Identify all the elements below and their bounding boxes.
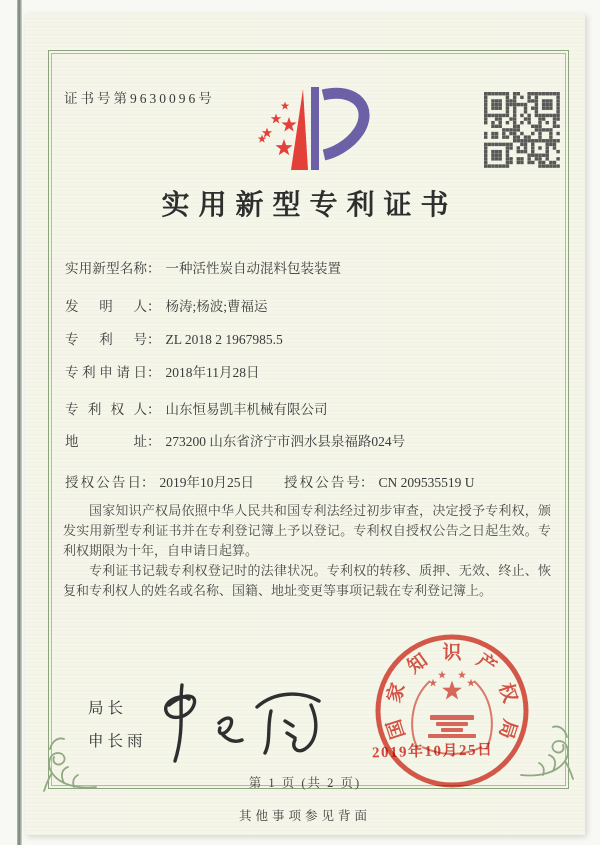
grant-date-value: 2019年10月25日 — [159, 475, 254, 490]
field-label: 实用新型名称 — [65, 261, 147, 276]
field-label: 发明人 — [65, 299, 147, 314]
certificate-number: 证书号第9630096号 — [64, 91, 215, 106]
field-value: 2018年11月28日 — [165, 365, 260, 380]
svg-text:家: 家 — [383, 680, 410, 706]
svg-text:国: 国 — [383, 716, 410, 742]
grant-date-label: 授权公告日 — [65, 475, 141, 490]
field-row-utility-model-name — [65, 259, 557, 279]
director-name: 申长雨 — [88, 733, 147, 750]
legal-paragraph-1: 国家知识产权局依照中华人民共和国专利法经过初步审查，决定授予专利权，颁发实用新型专利证书并在专利登记簿上予以登记。专利权自授权公告之日起生效。专利权期限为十年，自申请日起算。 — [63, 503, 551, 558]
field-row-inventors — [65, 297, 557, 317]
field-row-patent-number — [65, 330, 557, 350]
grant-announcement-row — [65, 473, 570, 493]
field-label: 地址 — [65, 434, 147, 449]
field-value: ZL 2018 2 1967985.5 — [165, 332, 283, 347]
field-colon: ： — [141, 475, 155, 490]
svg-text:权: 权 — [494, 680, 521, 706]
field-value: 山东恒易凯丰机械有限公司 — [165, 402, 328, 417]
certificate-fields — [65, 259, 557, 452]
cnipa-patent-logo-icon — [245, 75, 380, 185]
grant-number-label: 授权公告号 — [284, 475, 360, 490]
seal-date: 2019年10月25日 — [371, 742, 494, 762]
field-row-patentee — [65, 400, 557, 420]
legal-paragraph-2: 专利证书记载专利权登记时的法律状况。专利权的转移、质押、无效、终止、恢复和专利权人的姓名或名称、国籍、地址变更等事项记载在专利登记簿上。 — [63, 563, 551, 598]
field-label: 专利申请日 — [65, 365, 147, 380]
field-colon: ： — [360, 475, 374, 490]
certificate-title: 实用新型专利证书 — [161, 190, 458, 221]
field-colon: ： — [147, 365, 161, 380]
field-colon: ： — [147, 261, 161, 276]
director-title: 局长 — [88, 700, 128, 717]
scanner-edge-shadow — [17, 0, 22, 845]
svg-text:产: 产 — [472, 649, 501, 679]
footer-note: 其他事项参见背面 — [238, 809, 371, 823]
field-colon: ： — [147, 434, 161, 449]
svg-text:识: 识 — [442, 642, 462, 664]
field-value: 一种活性炭自动混料包装装置 — [165, 261, 341, 276]
legal-text-paragraphs — [63, 501, 551, 601]
qr-code-icon — [484, 92, 560, 168]
grant-number-pair — [284, 473, 475, 493]
certificate-paper — [25, 13, 585, 835]
field-colon: ： — [147, 402, 161, 417]
grant-row-spacer — [254, 473, 284, 493]
cnipa-official-seal-icon — [372, 631, 532, 791]
svg-text:局: 局 — [494, 716, 521, 742]
field-label: 专利号 — [65, 332, 147, 347]
page-number: 第 1 页 (共 2 页) — [248, 776, 362, 790]
field-value: 杨涛;杨波;曹福运 — [165, 299, 268, 314]
field-value: 273200 山东省济宁市泗水县泉福路024号 — [165, 434, 406, 449]
director-signature-icon — [135, 679, 347, 771]
svg-text:知: 知 — [403, 649, 432, 679]
grant-date-pair — [65, 473, 254, 493]
field-row-address — [65, 432, 557, 452]
field-colon: ： — [147, 299, 161, 314]
field-colon: ： — [147, 332, 161, 347]
field-row-application-date — [65, 363, 557, 383]
field-label: 专利权人 — [65, 402, 147, 417]
grant-number-value: CN 209535519 U — [378, 475, 475, 490]
